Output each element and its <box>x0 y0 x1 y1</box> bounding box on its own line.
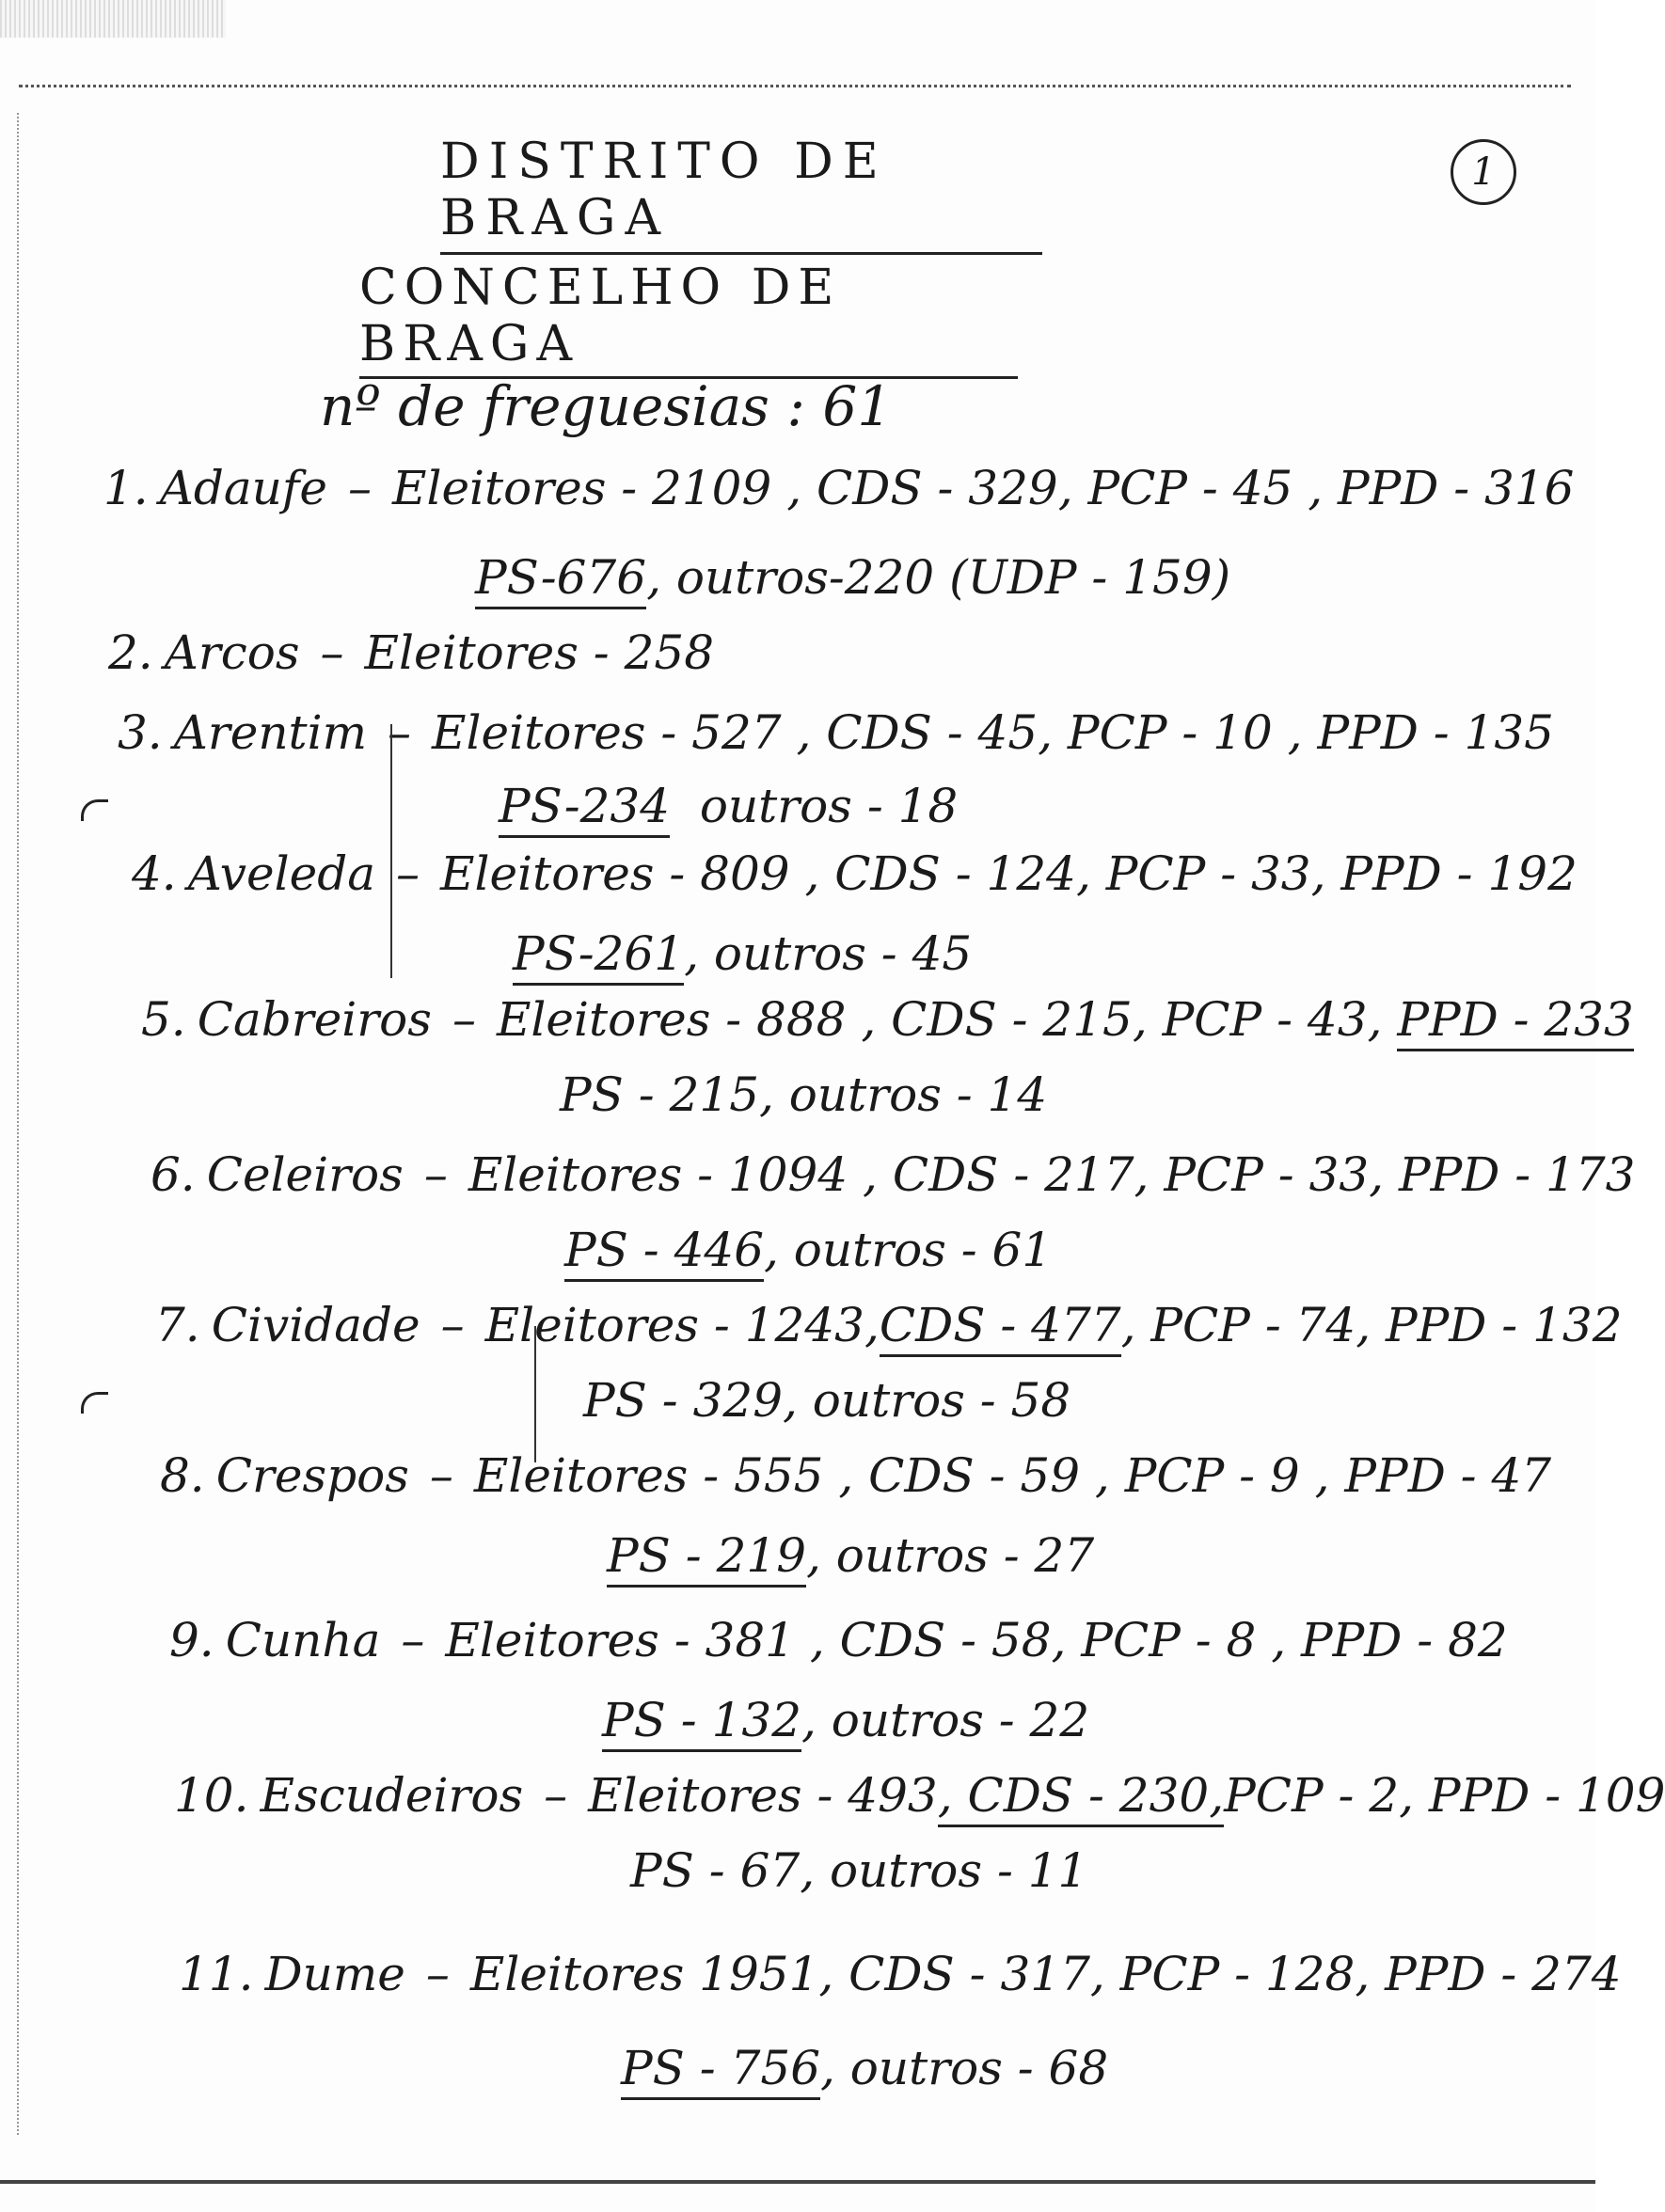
list-item: 9. Cunha – Eleitores - 381 , CDS - 58, PCP - 8 , PPD - 82 <box>169 1613 1508 1667</box>
ps-result: PS - 329 <box>583 1373 784 1428</box>
parish-count: nº de freguesias : 61 <box>320 374 893 438</box>
entry-results: Eleitores - 258 <box>364 625 715 680</box>
entry-continuation <box>630 1843 1087 1898</box>
parish-name: Cunha <box>225 1613 381 1667</box>
ppd-result: PPD - 233 <box>1397 992 1634 1051</box>
entry-continuation <box>607 1528 1094 1583</box>
entry-continuation <box>475 550 1230 605</box>
entry-number: 5. <box>141 992 186 1047</box>
parish-name: Dume <box>264 1947 405 2001</box>
entry-results-tail: PCP - 2, PPD - 109 <box>1224 1768 1665 1823</box>
ps-result: PS - 446 <box>564 1223 764 1282</box>
entry-continuation <box>499 779 958 833</box>
margin-bracket <box>534 1326 536 1462</box>
top-rule <box>19 85 1571 87</box>
parish-name: Arcos <box>164 625 300 680</box>
ps-result: PS - 132 <box>602 1693 801 1752</box>
entry-continuation <box>560 1067 1047 1122</box>
entry-results: Eleitores - 1094 , CDS - 217, PCP - 33, PPD - 173 <box>468 1147 1636 1202</box>
other-results: , outros - 14 <box>759 1067 1048 1122</box>
list-item: 1. Adaufe – Eleitores - 2109 , CDS - 329, PCP - 45 , PPD - 316 <box>103 461 1575 515</box>
entry-number: 7. <box>155 1298 200 1352</box>
entry-continuation <box>583 1373 1070 1428</box>
entry-number: 4. <box>132 846 177 901</box>
parish-name: Aveleda <box>187 846 376 901</box>
other-results: , outros-220 (UDP - 159) <box>646 550 1231 605</box>
parish-name: Cabreiros <box>197 992 432 1047</box>
left-margin-line <box>17 113 19 2135</box>
list-item: 11. Dume – Eleitores 1951, CDS - 317, PCP - 128, PPD - 274 <box>179 1947 1622 2001</box>
cds-result: , CDS - 230, <box>938 1768 1224 1827</box>
list-item: 2. Arcos – Eleitores - 258 <box>108 625 715 680</box>
cds-result: CDS - 477 <box>880 1298 1121 1357</box>
other-results: , outros - 45 <box>684 926 973 981</box>
margin-mark <box>81 1392 108 1414</box>
entry-continuation <box>621 2041 1108 2095</box>
entry-number: 11. <box>179 1947 254 2001</box>
entry-number: 1. <box>103 461 149 515</box>
parish-name: Celeiros <box>206 1147 404 1202</box>
entry-results: Eleitores 1951, CDS - 317, PCP - 128, PPD - 274 <box>469 1947 1622 2001</box>
ps-result: PS - 67 <box>630 1843 801 1898</box>
entry-results-tail: , PCP - 74, PPD - 132 <box>1120 1298 1623 1352</box>
other-results: , outros - 27 <box>806 1528 1095 1583</box>
entry-results: Eleitores - 2109 , CDS - 329, PCP - 45 , PPD - 316 <box>391 461 1575 515</box>
ps-result: PS-676 <box>475 550 646 609</box>
parish-name: Cividade <box>211 1298 420 1352</box>
entry-continuation <box>602 1693 1089 1747</box>
entry-results: Eleitores - 1243, <box>484 1298 880 1352</box>
ps-result: PS-234 <box>499 779 670 838</box>
list-item: 4. Aveleda – Eleitores - 809 , CDS - 124, PCP - 33, PPD - 192 <box>132 846 1578 901</box>
parish-name: Crespos <box>215 1448 409 1503</box>
parish-name: Arentim <box>173 705 368 760</box>
entry-results: Eleitores - 527 , CDS - 45, PCP - 10 , PPD - 135 <box>432 705 1554 760</box>
scan-smudge <box>0 0 226 38</box>
list-item: 10. Escudeiros – Eleitores - 493, CDS - 230,PCP - 2, PPD - 109 <box>174 1768 1665 1823</box>
other-results: , outros - 61 <box>764 1223 1053 1277</box>
other-results: , outros - 22 <box>801 1693 1090 1747</box>
entry-results: Eleitores - 493 <box>588 1768 938 1823</box>
entry-results: Eleitores - 809 , CDS - 124, PCP - 33, PPD - 192 <box>440 846 1578 901</box>
other-results: , outros - 68 <box>820 2041 1109 2095</box>
page-title: DISTRITO DE BRAGA <box>440 134 1042 255</box>
ps-result: PS - 756 <box>621 2041 820 2100</box>
ps-result: PS-261 <box>513 926 684 986</box>
bottom-rule <box>0 2180 1595 2184</box>
list-item: 6. Celeiros – Eleitores - 1094 , CDS - 217, PCP - 33, PPD - 173 <box>151 1147 1636 1202</box>
page-number-badge: 1 <box>1451 139 1516 205</box>
entry-number: 6. <box>151 1147 196 1202</box>
parish-name: Escudeiros <box>260 1768 524 1823</box>
list-item: 7. Cividade – Eleitores - 1243,CDS - 477, PCP - 74, PPD - 132 <box>155 1298 1623 1352</box>
entry-number: 10. <box>174 1768 249 1823</box>
entry-results: Eleitores - 888 , CDS - 215, PCP - 43, <box>496 992 1383 1047</box>
entry-number: 2. <box>108 625 153 680</box>
list-item: 3. Arentim – Eleitores - 527 , CDS - 45, PCP - 10 , PPD - 135 <box>118 705 1554 760</box>
other-results: , outros - 58 <box>783 1373 1071 1428</box>
list-item: 8. Crespos – Eleitores - 555 , CDS - 59 , PCP - 9 , PPD - 47 <box>160 1448 1552 1503</box>
entry-continuation <box>564 1223 1052 1277</box>
entry-number: 8. <box>160 1448 205 1503</box>
other-results: , outros - 11 <box>800 1843 1088 1898</box>
entry-continuation <box>513 926 972 981</box>
ps-result: PS - 219 <box>607 1528 806 1588</box>
entry-results: Eleitores - 555 , CDS - 59 , PCP - 9 , PPD - 47 <box>473 1448 1552 1503</box>
margin-mark <box>81 799 108 821</box>
list-item: 5. Cabreiros – Eleitores - 888 , CDS - 215, PCP - 43, PPD - 233 <box>141 992 1634 1047</box>
parish-name: Adaufe <box>159 461 327 515</box>
entry-results: Eleitores - 381 , CDS - 58, PCP - 8 , PPD - 82 <box>445 1613 1508 1667</box>
entry-number: 3. <box>118 705 163 760</box>
ps-result: PS - 215 <box>560 1067 760 1122</box>
entry-number: 9. <box>169 1613 214 1667</box>
page-subtitle: CONCELHO DE BRAGA <box>359 260 1018 379</box>
other-results: outros - 18 <box>699 779 959 833</box>
